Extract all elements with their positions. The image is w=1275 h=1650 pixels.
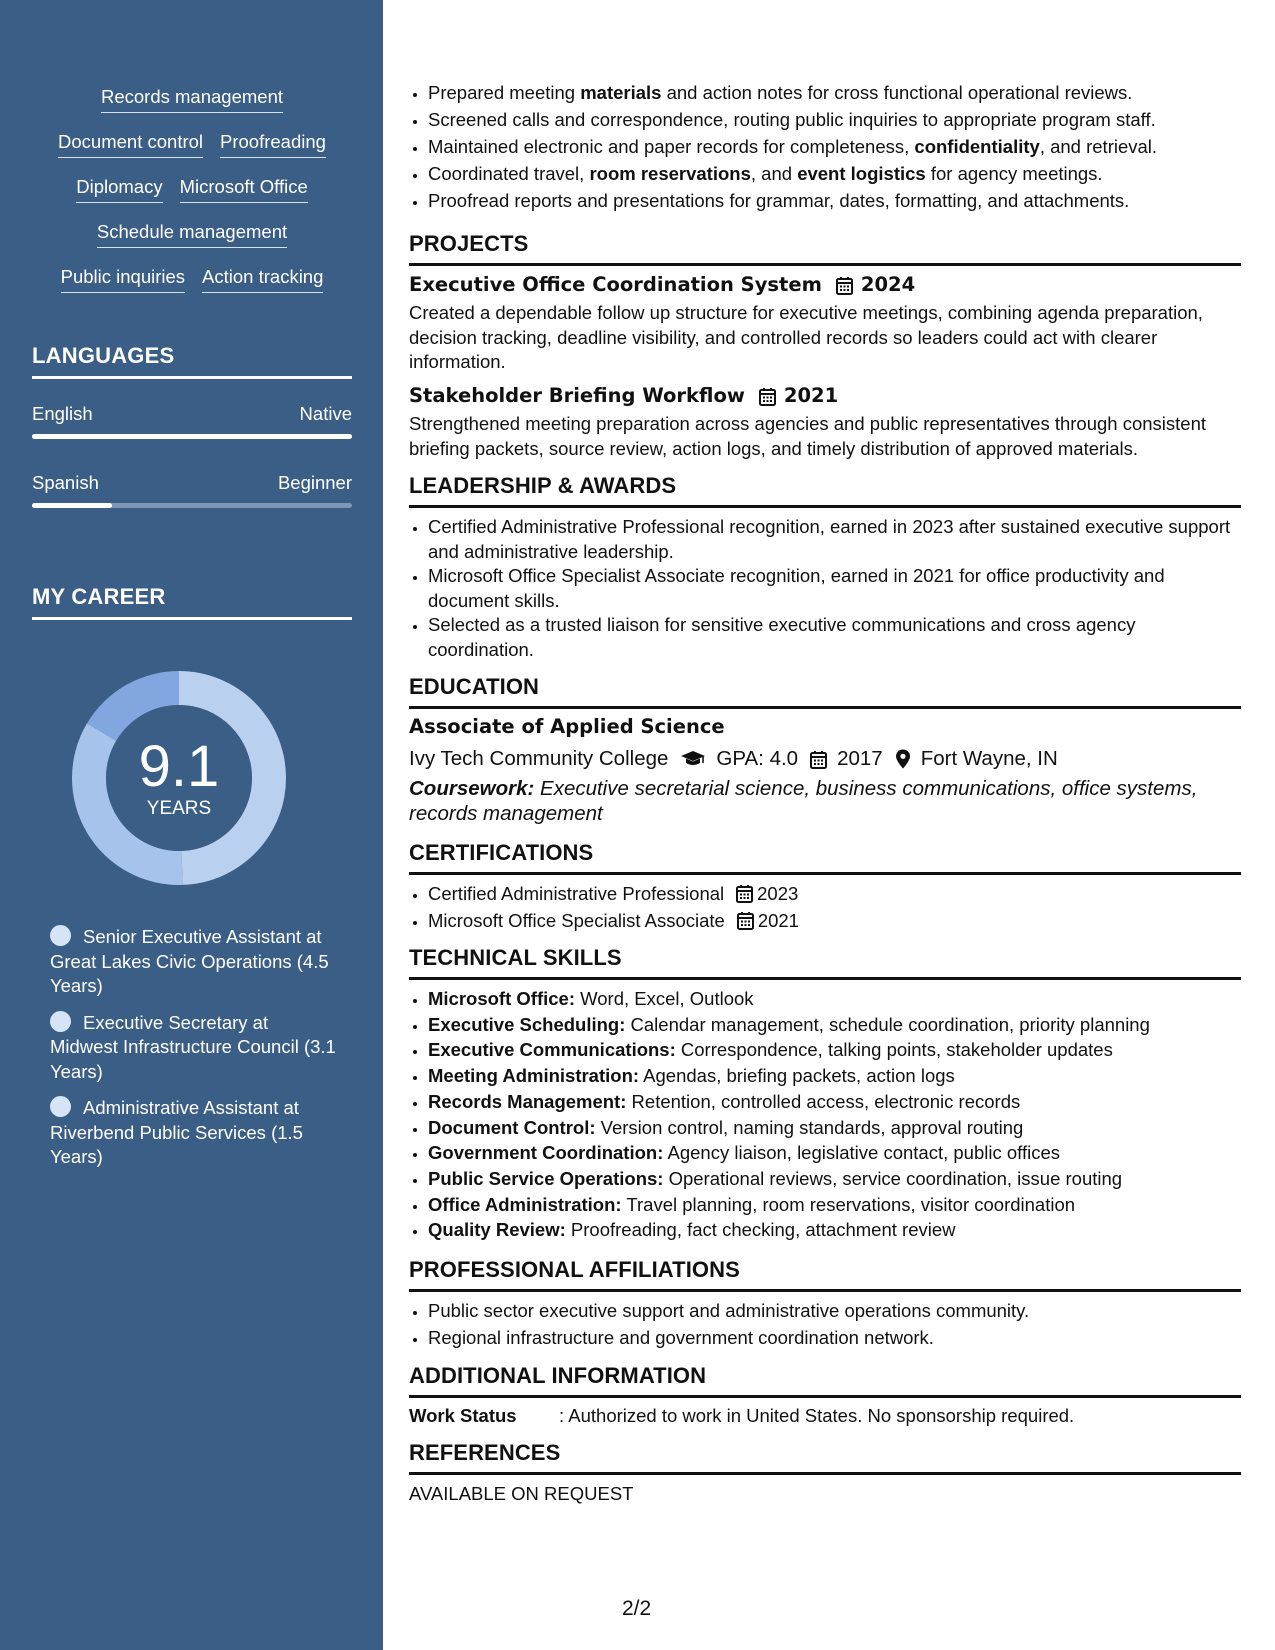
career-donut-chart	[66, 665, 292, 891]
list-item	[428, 1089, 1241, 1115]
certification-year: 2023	[757, 883, 799, 904]
education-gpa: GPA: 4.0	[716, 747, 799, 770]
calendar-icon	[736, 884, 753, 903]
skill-tag: Diplomacy	[76, 174, 162, 203]
language-name: Spanish	[32, 472, 99, 493]
list-item	[428, 1217, 1241, 1243]
list-item: • Maintained electronic and paper records for completeness, confidentiality, and retrieval.	[428, 133, 1241, 160]
list-item: • Proofread reports and presentations for grammar, dates, formatting, and attachments.	[428, 187, 1241, 214]
education-location: Fort Wayne, IN	[920, 747, 1058, 770]
project-item	[409, 271, 1241, 375]
career-item	[50, 925, 340, 999]
career-heading: MY CAREER	[32, 584, 352, 620]
references-heading: REFERENCES	[409, 1440, 1241, 1475]
calendar-icon	[836, 276, 853, 295]
skill-label: Microsoft Office:	[428, 988, 575, 1009]
career-list	[50, 925, 340, 1182]
skill-tag: Action tracking	[202, 264, 323, 293]
skill-label: Document Control:	[428, 1116, 596, 1138]
list-item	[428, 1115, 1241, 1141]
calendar-icon	[759, 387, 776, 406]
leadership-list	[409, 515, 1241, 662]
list-item: • Selected as a trusted liaison for sensitive executive communications and cross agency coordination.	[428, 613, 1241, 662]
project-year: 2021	[783, 384, 839, 407]
skill-tag: Records management	[101, 84, 283, 113]
project-name: Executive Office Coordination System	[409, 273, 822, 296]
language-english	[32, 402, 352, 439]
list-item	[428, 1166, 1241, 1192]
list-item	[428, 1140, 1241, 1166]
skill-row	[32, 219, 352, 264]
list-item	[428, 986, 1241, 1012]
education-coursework	[409, 776, 1241, 826]
language-name: English	[32, 403, 93, 424]
language-spanish	[32, 471, 352, 508]
skill-tag: Microsoft Office	[180, 174, 308, 203]
education-school: Ivy Tech Community College	[409, 747, 669, 770]
language-proficiency-fill	[32, 503, 112, 508]
career-text: Senior Executive Assistant at Great Lakes Civic Operations (4.5 Years)	[50, 926, 329, 996]
career-total-years: 9.1	[138, 734, 220, 799]
skill-tag: Document control	[58, 129, 203, 158]
skills-cloud	[32, 84, 352, 309]
affiliations-list	[409, 1297, 1241, 1351]
affiliations-heading: PROFESSIONAL AFFILIATIONS	[409, 1257, 1241, 1292]
calendar-icon	[737, 911, 754, 930]
skill-row	[32, 174, 352, 219]
technical-skills-list	[409, 986, 1241, 1243]
language-proficiency-bar	[32, 434, 352, 439]
calendar-icon	[810, 750, 827, 769]
list-item	[428, 907, 1241, 934]
list-item: • Regional infrastructure and government coordination network.	[428, 1324, 1241, 1351]
project-year: 2024	[860, 273, 916, 296]
skill-value: Retention, controlled access, electronic records	[631, 1090, 1021, 1112]
certifications-list	[409, 880, 1241, 934]
skill-label: Meeting Administration:	[428, 1065, 640, 1087]
education-degree: Associate of Applied Science	[409, 715, 725, 738]
list-item: • Public sector executive support and administrative operations community.	[428, 1297, 1241, 1324]
additional-info-heading: ADDITIONAL INFORMATION	[409, 1363, 1241, 1398]
career-dot-icon	[50, 925, 71, 946]
skill-value: Agendas, briefing packets, action logs	[643, 1065, 955, 1087]
coursework-label: Coursework:	[409, 777, 535, 800]
project-item	[409, 382, 1241, 461]
career-item	[50, 1011, 340, 1085]
list-item	[428, 1063, 1241, 1089]
career-dot-icon	[50, 1096, 71, 1117]
language-proficiency-bar	[32, 503, 352, 508]
skill-label: Government Coordination:	[428, 1142, 664, 1164]
work-status-label: Work Status	[409, 1405, 517, 1426]
skill-tag: Schedule management	[97, 219, 287, 248]
leadership-heading: LEADERSHIP & AWARDS	[409, 473, 1241, 508]
additional-info	[409, 1403, 1241, 1429]
list-item	[428, 1037, 1241, 1063]
page-number: 2/2	[622, 1597, 652, 1620]
career-text: Executive Secretary at Midwest Infrastructure Council (3.1 Years)	[50, 1011, 336, 1082]
certification-name: • Certified Administrative Professional	[428, 883, 725, 904]
skill-label: Records Management:	[428, 1090, 627, 1112]
skill-label: Executive Scheduling:	[428, 1013, 626, 1035]
certification-year: 2021	[757, 910, 799, 931]
language-proficiency-fill	[32, 434, 352, 439]
list-item: • Prepared meeting materials and action notes for cross functional operational reviews.	[428, 79, 1241, 106]
list-item: • Certified Administrative Professional recognition, earned in 2023 after sustained executive support and administrative leadership.	[428, 515, 1241, 564]
graduation-cap-icon	[680, 750, 706, 769]
skill-tag: Proofreading	[220, 129, 326, 158]
skill-row	[32, 129, 352, 174]
technical-skills-heading: TECHNICAL SKILLS	[409, 945, 1241, 980]
education-year: 2017	[837, 747, 883, 770]
coursework-text: Executive secretarial science, business communications, office systems, records management	[409, 777, 1198, 825]
education-heading: EDUCATION	[409, 674, 1241, 709]
certification-name: • Microsoft Office Specialist Associate	[428, 910, 725, 931]
career-item	[50, 1096, 340, 1170]
skill-row	[32, 84, 352, 129]
skill-row	[32, 264, 352, 309]
career-years-label: YEARS	[146, 798, 212, 819]
project-description: Strengthened meeting preparation across agencies and public representatives through consistent briefing packets, source review, action logs, and timely distribution of approved materials.	[409, 413, 1207, 459]
skill-value: Calendar management, schedule coordination, priority planning	[630, 1013, 1150, 1035]
skill-value: Correspondence, talking points, stakeholder updates	[680, 1039, 1113, 1061]
sidebar	[0, 0, 383, 1650]
references-text: AVAILABLE ON REQUEST	[409, 1483, 634, 1504]
career-dot-icon	[50, 1011, 71, 1032]
list-item: • Microsoft Office Specialist Associate recognition, earned in 2021 for office productivity and document skills.	[428, 564, 1241, 613]
skill-value: Travel planning, room reservations, visitor coordination	[626, 1193, 1076, 1215]
location-pin-icon	[895, 749, 911, 769]
language-level: Native	[299, 403, 352, 424]
project-description: Created a dependable follow up structure for executive meetings, combining agenda preparation, decision tracking, deadline visibility, and controlled records so leaders could act with clearer information.	[409, 302, 1203, 372]
projects-heading: PROJECTS	[409, 231, 1241, 266]
work-status-value: : Authorized to work in United States. No sponsorship required.	[559, 1405, 1075, 1426]
list-item	[428, 1012, 1241, 1038]
skill-value: Agency liaison, legislative contact, public offices	[667, 1142, 1060, 1164]
skill-label: Quality Review:	[428, 1219, 566, 1241]
skill-label: Office Administration:	[428, 1193, 622, 1215]
skill-tag: Public inquiries	[61, 264, 185, 293]
skill-value: Operational reviews, service coordination, issue routing	[668, 1167, 1123, 1189]
certifications-heading: CERTIFICATIONS	[409, 840, 1241, 875]
skill-value: Word, Excel, Outlook	[580, 988, 754, 1009]
skill-value: Version control, naming standards, approval routing	[600, 1116, 1024, 1138]
list-item	[428, 880, 1241, 907]
skill-value: Proofreading, fact checking, attachment review	[570, 1219, 956, 1241]
skill-label: Public Service Operations:	[428, 1167, 664, 1189]
skill-label: Executive Communications:	[428, 1039, 676, 1061]
education-entry	[409, 713, 1241, 826]
languages-heading: LANGUAGES	[32, 343, 352, 379]
language-level: Beginner	[277, 472, 352, 493]
list-item: • Coordinated travel, room reservations, and event logistics for agency meetings.	[428, 160, 1241, 187]
list-item: • Screened calls and correspondence, routing public inquiries to appropriate program staff.	[428, 106, 1241, 133]
career-text: Administrative Assistant at Riverbend Public Services (1.5 Years)	[50, 1097, 303, 1167]
list-item	[428, 1192, 1241, 1218]
experience-bullets	[409, 79, 1241, 214]
project-name: Stakeholder Briefing Workflow	[409, 384, 745, 407]
